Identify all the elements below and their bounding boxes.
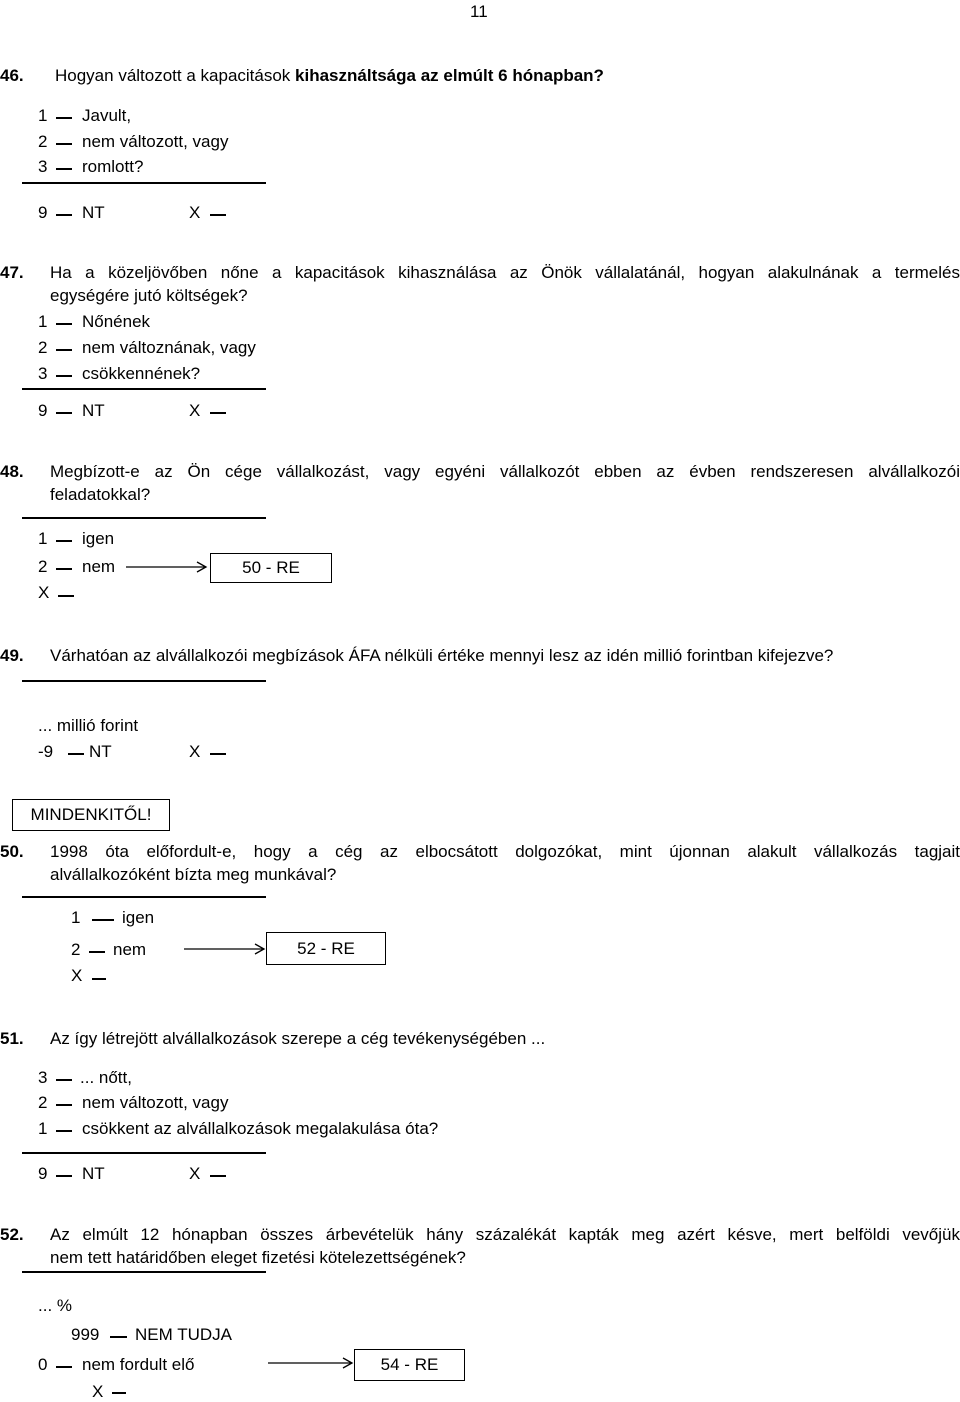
x-code: X xyxy=(71,966,83,985)
option-label: NEM TUDJA xyxy=(135,1325,232,1344)
skip-instruction-box xyxy=(266,932,386,965)
option-code: 3 xyxy=(38,157,48,176)
option-code: 2 xyxy=(71,940,81,959)
dash xyxy=(56,1104,72,1106)
option-label: nem fordult elő xyxy=(82,1355,195,1374)
nt-code: 9 xyxy=(38,1164,48,1183)
option-code: 2 xyxy=(38,557,48,576)
x-code: X xyxy=(189,1164,201,1183)
dash xyxy=(56,349,72,351)
option-label: Nőnének xyxy=(82,312,151,331)
question-text-line: feladatokkal? xyxy=(50,485,151,504)
question-number: 48. xyxy=(0,462,24,481)
dash xyxy=(56,117,72,119)
option-label: nem változnának, vagy xyxy=(82,338,256,357)
separator-rule xyxy=(22,182,266,184)
question-text-part: Hogyan változott a kapacitások xyxy=(55,66,296,85)
question-text xyxy=(55,66,604,86)
option-label: nem változott, vagy xyxy=(82,1093,229,1112)
nt-code: 9 xyxy=(38,203,48,222)
dash xyxy=(110,1336,127,1338)
dash xyxy=(56,1175,72,1177)
dash xyxy=(56,214,72,216)
dash xyxy=(112,1392,126,1394)
skip-instruction-box xyxy=(210,553,332,583)
skip-target: 54 - RE xyxy=(380,1355,439,1374)
dash xyxy=(56,168,72,170)
dash xyxy=(56,143,72,145)
dash xyxy=(58,595,74,597)
answer-field: ... % xyxy=(38,1296,73,1315)
question-number: 50. xyxy=(0,842,24,861)
dash xyxy=(210,753,226,755)
nt-label: NT xyxy=(82,203,105,222)
option-label: csökkennének? xyxy=(82,364,201,383)
x-code: X xyxy=(189,203,201,222)
question-text-line: alvállalkozóként bízta meg munkával? xyxy=(50,865,337,884)
option-code: 0 xyxy=(38,1355,48,1374)
nt-code: 9 xyxy=(38,401,48,420)
option-code: 3 xyxy=(38,364,48,383)
answer-field: ... millió forint xyxy=(38,716,139,735)
option-label: nem xyxy=(113,940,147,959)
skip-instruction-box xyxy=(354,1349,465,1381)
dash xyxy=(56,323,72,325)
skip-target: 50 - RE xyxy=(242,558,300,577)
dash xyxy=(68,753,84,755)
everyone-instruction-box xyxy=(12,799,170,831)
option-code: 2 xyxy=(38,338,48,357)
x-code: X xyxy=(189,742,201,761)
question-text-bold: kihasználtsága az elmúlt 6 hónapban? xyxy=(295,66,604,85)
dash xyxy=(56,540,72,542)
option-label: csökkent az alvállalkozások megalakulása óta? xyxy=(82,1119,439,1138)
question-number: 47. xyxy=(0,263,24,282)
option-code: 1 xyxy=(38,529,48,548)
question-text-line: 1998 óta előfordult-e, hogy a cég az elbocsátott dolgozókat, mint újonnan alakult vállalkozás tagjait xyxy=(50,842,960,861)
question-number: 52. xyxy=(0,1225,24,1244)
option-code: 2 xyxy=(38,132,48,151)
nt-label: NT xyxy=(82,1164,105,1183)
dash xyxy=(92,919,114,921)
skip-arrow-icon xyxy=(126,560,208,574)
option-code: 1 xyxy=(71,908,81,927)
x-code: X xyxy=(38,583,50,602)
skip-arrow-icon xyxy=(184,942,266,956)
separator-rule xyxy=(22,517,266,519)
dash xyxy=(56,1366,72,1368)
option-label: Javult, xyxy=(82,106,132,125)
question-text-line: Az elmúlt 12 hónapban összes árbevételük hány százalékát kapták meg azért késve, mert belföldi vevőjük xyxy=(50,1225,960,1244)
option-label: igen xyxy=(122,908,155,927)
option-code: 1 xyxy=(38,312,48,331)
separator-rule xyxy=(22,388,266,390)
nt-label: NT xyxy=(89,742,112,761)
question-text-line: Megbízott-e az Ön cége vállalkozást, vagy egyéni vállalkozót ebben az évben rendszeresen alvállalkozói xyxy=(50,462,960,481)
question-text-line: Ha a közeljövőben nőne a kapacitások kihasználása az Önök vállalatánál, hogyan alakulnának a termelés xyxy=(50,263,960,282)
nt-label: NT xyxy=(82,401,105,420)
separator-rule xyxy=(22,896,266,898)
dash xyxy=(56,1130,72,1132)
option-label: nem xyxy=(82,557,116,576)
dash xyxy=(89,951,105,953)
question-number: 49. xyxy=(0,646,24,665)
question-text-line: nem tett határidőben eleget fizetési kötelezettségének? xyxy=(50,1248,466,1267)
separator-rule xyxy=(22,1152,266,1154)
option-label: nem változott, vagy xyxy=(82,132,229,151)
dash xyxy=(56,375,72,377)
separator-rule xyxy=(22,680,266,682)
option-code: 1 xyxy=(38,106,48,125)
question-text-line: egységére jutó költségek? xyxy=(50,286,248,305)
x-code: X xyxy=(92,1382,104,1401)
dash xyxy=(210,1175,226,1177)
nt-code: -9 xyxy=(38,742,54,761)
question-number: 51. xyxy=(0,1029,24,1048)
dash xyxy=(56,568,72,570)
dash xyxy=(210,214,226,216)
dash xyxy=(56,412,72,414)
option-label: ... nőtt, xyxy=(80,1068,132,1087)
skip-arrow-icon xyxy=(268,1356,354,1370)
dash xyxy=(210,412,226,414)
page-number: 11 xyxy=(470,2,488,21)
option-code: 1 xyxy=(38,1119,48,1138)
separator-rule xyxy=(22,1271,266,1273)
option-code: 2 xyxy=(38,1093,48,1112)
option-code: 999 xyxy=(71,1325,100,1344)
option-code: 3 xyxy=(38,1068,48,1087)
everyone-instruction: MINDENKITŐL! xyxy=(30,805,152,824)
dash xyxy=(92,978,106,980)
question-text: Az így létrejött alvállalkozások szerepe a cég tevékenységében ... xyxy=(50,1029,546,1048)
option-label: igen xyxy=(82,529,115,548)
question-text: Várhatóan az alvállalkozói megbízások ÁFA nélküli értéke mennyi lesz az idén millió forintban kifejezve? xyxy=(50,646,834,665)
x-code: X xyxy=(189,401,201,420)
dash xyxy=(56,1079,72,1081)
option-label: romlott? xyxy=(82,157,144,176)
question-number: 46. xyxy=(0,66,24,85)
skip-target: 52 - RE xyxy=(297,938,355,958)
